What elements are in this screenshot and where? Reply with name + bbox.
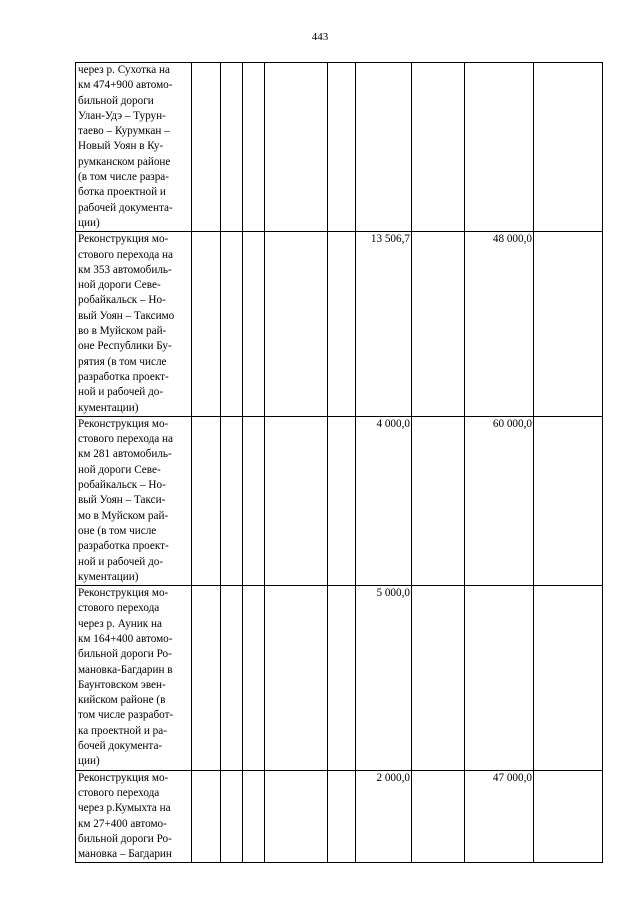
row-description: Реконструкция мо- стового перехода на км 281 автомобиль- ной дороги Севе- робайкальск – Но- вый Уоян – Такси- мо в Муйском рай- оне (в том числе разработка проект- ной и рабочей до- кументации) <box>76 416 192 585</box>
table-cell <box>192 416 221 585</box>
table-cell <box>534 63 603 232</box>
table-cell <box>221 586 243 771</box>
table-cell <box>465 63 534 232</box>
table-cell <box>192 63 221 232</box>
table-cell <box>328 586 356 771</box>
table-row <box>76 770 603 863</box>
table-cell <box>265 232 328 417</box>
table-cell <box>412 63 465 232</box>
table-cell: 5 000,0 <box>356 586 412 771</box>
table-cell <box>243 770 265 863</box>
table-row <box>76 586 603 771</box>
table-cell <box>534 770 603 863</box>
table-cell <box>328 416 356 585</box>
table-cell <box>221 63 243 232</box>
table-cell <box>412 232 465 417</box>
table-cell: 13 506,7 <box>356 232 412 417</box>
table-cell <box>412 770 465 863</box>
table-cell <box>356 63 412 232</box>
table-cell <box>192 232 221 417</box>
table-cell <box>243 63 265 232</box>
table-cell <box>265 770 328 863</box>
table-cell: 60 000,0 <box>465 416 534 585</box>
table-cell <box>221 416 243 585</box>
table-cell <box>192 770 221 863</box>
table-cell <box>465 586 534 771</box>
table-cell <box>265 416 328 585</box>
table-cell <box>243 416 265 585</box>
table-cell: 48 000,0 <box>465 232 534 417</box>
table-cell <box>265 63 328 232</box>
table-cell <box>221 232 243 417</box>
table-cell <box>328 232 356 417</box>
table-cell <box>412 416 465 585</box>
table-cell <box>243 232 265 417</box>
table-cell <box>534 232 603 417</box>
budget-table <box>75 62 603 863</box>
row-description: Реконструкция мо- стового перехода через р. Ауник на км 164+400 автомо- бильной дороги Ро- мановка-Багдарин в Баунтовском эвен- кийском районе (в том числе разработ- ка проектной и ра- бочей документа- ции) <box>76 586 192 771</box>
table-cell: 4 000,0 <box>356 416 412 585</box>
table-cell <box>328 63 356 232</box>
table-cell: 47 000,0 <box>465 770 534 863</box>
table-cell <box>328 770 356 863</box>
row-description: Реконструкция мо- стового перехода на км 353 автомобиль- ной дороги Севе- робайкальск – Но- вый Уоян – Таксимо во в Муйском рай- оне Республики Бу- рятия (в том числе разработка проект- ной и рабочей до- кументации) <box>76 232 192 417</box>
table-row <box>76 232 603 417</box>
table-cell: 2 000,0 <box>356 770 412 863</box>
table-cell <box>243 586 265 771</box>
table-row <box>76 63 603 232</box>
table-cell <box>412 586 465 771</box>
table-cell <box>534 586 603 771</box>
table-row <box>76 416 603 585</box>
table-cell <box>192 586 221 771</box>
row-description: Реконструкция мо- стового перехода через р.Кумыхта на км 27+400 автомо- бильной дороги Ро- мановка – Багдарин <box>76 770 192 863</box>
table-cell <box>534 416 603 585</box>
row-description: через р. Сухотка на км 474+900 автомо- бильной дороги Улан-Удэ – Турун- таево – Курумкан – Новый Уоян в Ку- румканском районе (в том числе разра- ботка проектной и рабочей документа- ции) <box>76 63 192 232</box>
table-cell <box>221 770 243 863</box>
page-number: 443 <box>311 31 329 43</box>
table-cell <box>265 586 328 771</box>
